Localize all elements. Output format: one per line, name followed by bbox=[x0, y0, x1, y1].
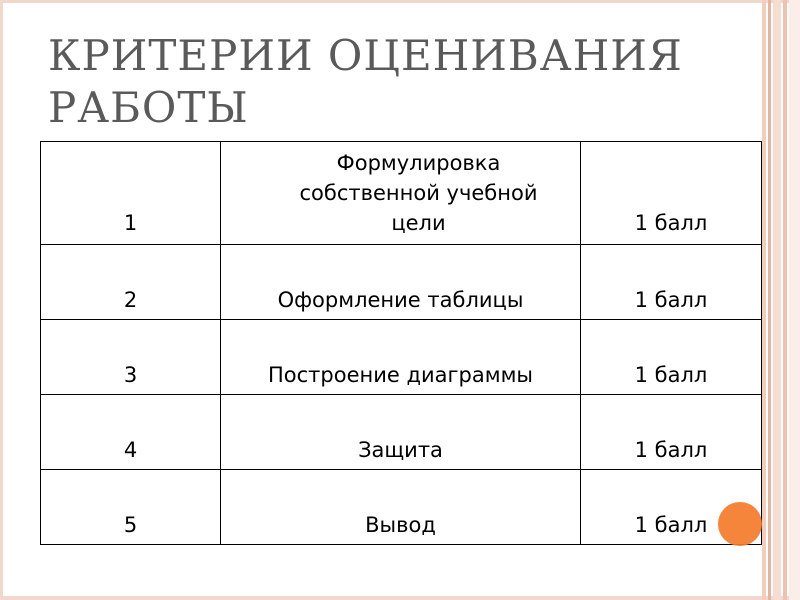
criterion-text: Формулировка собственной учебной цели bbox=[299, 151, 538, 235]
criterion-cell bbox=[221, 142, 581, 245]
decorative-stripe bbox=[762, 0, 766, 600]
table-row bbox=[41, 320, 762, 395]
score-cell: 1 балл bbox=[581, 470, 762, 545]
decorative-stripe bbox=[768, 0, 771, 600]
criterion-cell: Построение диаграммы bbox=[221, 320, 581, 395]
slide-border-bottom bbox=[0, 596, 800, 600]
row-number: 5 bbox=[41, 470, 221, 545]
table-row bbox=[41, 395, 762, 470]
criteria-table bbox=[40, 141, 762, 545]
row-number: 2 bbox=[41, 245, 221, 320]
criterion-cell: Вывод bbox=[221, 470, 581, 545]
table-row bbox=[41, 142, 762, 245]
score-cell: 1 балл bbox=[581, 245, 762, 320]
decorative-stripe bbox=[789, 0, 800, 600]
slide-title: КРИТЕРИИ ОЦЕНИВАНИЯ РАБОТЫ bbox=[48, 31, 683, 132]
decorative-stripe bbox=[783, 0, 787, 600]
decorative-stripe bbox=[773, 0, 781, 600]
slide-border-top bbox=[0, 0, 800, 3]
score-cell: 1 балл bbox=[581, 142, 762, 245]
orange-circle-decoration bbox=[718, 502, 762, 546]
score-cell: 1 балл bbox=[581, 320, 762, 395]
row-number: 1 bbox=[41, 142, 221, 245]
table-row bbox=[41, 470, 762, 545]
criterion-cell: Защита bbox=[221, 395, 581, 470]
score-cell: 1 балл bbox=[581, 395, 762, 470]
criterion-cell: Оформление таблицы bbox=[221, 245, 581, 320]
table-row bbox=[41, 245, 762, 320]
row-number: 3 bbox=[41, 320, 221, 395]
slide-border-left bbox=[0, 0, 3, 600]
row-number: 4 bbox=[41, 395, 221, 470]
